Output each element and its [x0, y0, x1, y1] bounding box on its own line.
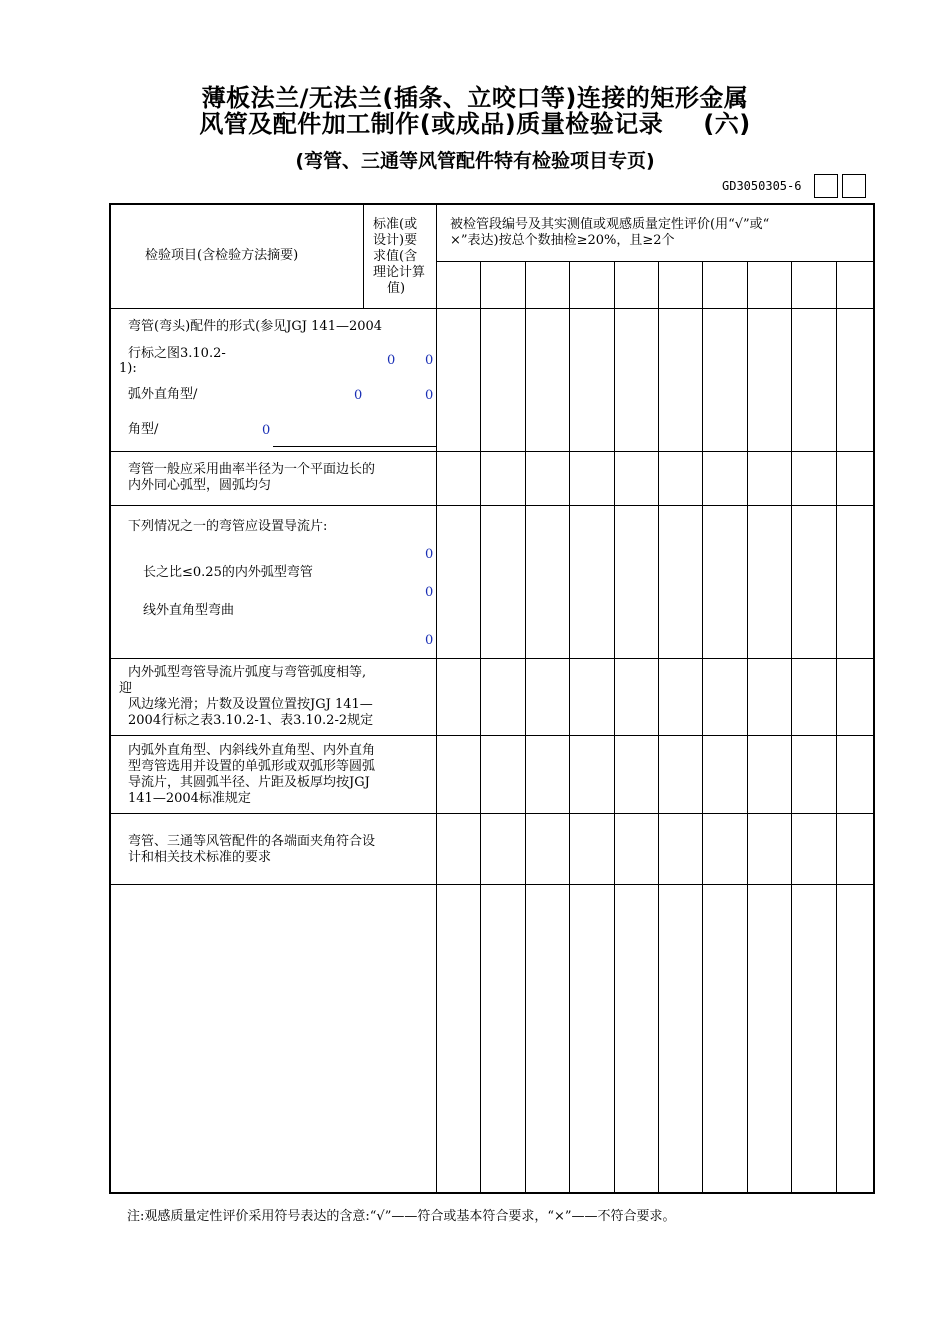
cell-rule: [480, 261, 481, 1194]
form-subtitle: (弯管、三通等风管配件特有检验项目专页): [295, 150, 655, 172]
header-standard-line: 求值(含: [373, 249, 418, 264]
form-title-line1: 薄板法兰/无法兰(插条、立咬口等)连接的矩形金属: [201, 84, 749, 112]
row-rule: [111, 735, 875, 736]
row1-value: 0: [425, 353, 434, 368]
cell-rule: [747, 261, 748, 1194]
row1-line: 1):: [119, 361, 137, 376]
row1-line: 弯管(弯头)配件的形式(参见JGJ 141—2004: [128, 319, 383, 334]
form-code-box-1[interactable]: [814, 174, 838, 198]
row5-line: 导流片，其圆弧半径、片距及板厚均按JGJ: [128, 775, 370, 790]
row1-value: 0: [425, 388, 434, 403]
header-standard-line: 标准(或: [373, 217, 418, 232]
row5-line: 型弯管选用并设置的单弧形或双弧形等圆弧: [128, 759, 376, 774]
row6-line: 计和相关技术标准的要求: [128, 850, 272, 865]
row1-value: 0: [262, 423, 271, 438]
form-title-line2-text: 风管及配件加工制作(或成品)质量检验记录: [199, 110, 664, 138]
footnote: 注:观感质量定性评价采用符号表达的含意:“√”——符合或基本符合要求，“×”——不符合要求。: [127, 1209, 676, 1224]
row-rule: [111, 451, 875, 452]
row6-line: 弯管、三通等风管配件的各端面夹角符合设: [128, 834, 376, 849]
form-code: GD3050305-6: [722, 179, 802, 193]
header-item: 检验项目(含检验方法摘要): [145, 248, 299, 263]
row5-line: 141—2004标准规定: [128, 791, 251, 806]
standard-column-rule: [363, 205, 364, 308]
row3-value: 0: [425, 633, 434, 648]
row1-line: 行标之图3.10.2-: [128, 346, 226, 361]
row-rule: [111, 505, 875, 506]
header-standard-line: 值): [387, 281, 406, 296]
row5-line: 内弧外直角型、内斜线外直角型、内外直角: [128, 743, 376, 758]
row-rule: [111, 813, 875, 814]
form-title-sheet-number: (六): [703, 110, 751, 138]
row3-value: 0: [425, 547, 434, 562]
row2-line: 内外同心弧型，圆弧均匀: [128, 478, 272, 493]
measure-column-rule: [436, 205, 437, 1194]
header-standard: [373, 217, 435, 297]
header-measure: [450, 217, 769, 249]
cell-rule: [569, 261, 570, 1194]
row1-underline: [273, 446, 436, 447]
row1-value: 0: [387, 353, 396, 368]
cell-rule: [658, 261, 659, 1194]
row-rule: [111, 308, 875, 309]
header-subrule: [436, 261, 875, 262]
cell-rule: [791, 261, 792, 1194]
form-title-line2: [0, 104, 950, 139]
row1-value: 0: [354, 388, 363, 403]
form-code-box-2[interactable]: [842, 174, 866, 198]
row3-line: 线外直角型弯曲: [143, 603, 235, 618]
cell-rule: [525, 261, 526, 1194]
header-standard-line: 理论计算: [373, 265, 426, 280]
cell-rule: [614, 261, 615, 1194]
row1-line: 角型/: [128, 422, 159, 437]
row-rule: [111, 658, 875, 659]
row3-line: 长之比≤0.25的内外弧型弯管: [143, 565, 313, 580]
row-rule: [111, 884, 875, 885]
row4-line: 内外弧型弯管导流片弧度与弯管弧度相等,: [128, 665, 367, 680]
row4-line: 迎: [119, 681, 133, 696]
row1-line: 弧外直角型/: [128, 387, 198, 402]
cell-rule: [702, 261, 703, 1194]
row4-line: 风边缘光滑；片数及设置位置按JGJ 141—: [128, 697, 373, 712]
header-measure-line: 被检管段编号及其实测值或观感质量定性评价(用“√”或“: [450, 217, 770, 232]
header-measure-line: ×”表达)按总个数抽检≥20%，且≥2个: [450, 233, 675, 248]
header-standard-line: 设计)要: [373, 233, 418, 248]
cell-rule: [836, 261, 837, 1194]
row3-value: 0: [425, 585, 434, 600]
row3-line: 下列情况之一的弯管应设置导流片:: [128, 519, 328, 534]
inspection-table: [109, 203, 875, 1194]
row4-line: 2004行标之表3.10.2-1、表3.10.2-2规定: [128, 713, 374, 728]
row2-line: 弯管一般应采用曲率半径为一个平面边长的: [128, 462, 376, 477]
